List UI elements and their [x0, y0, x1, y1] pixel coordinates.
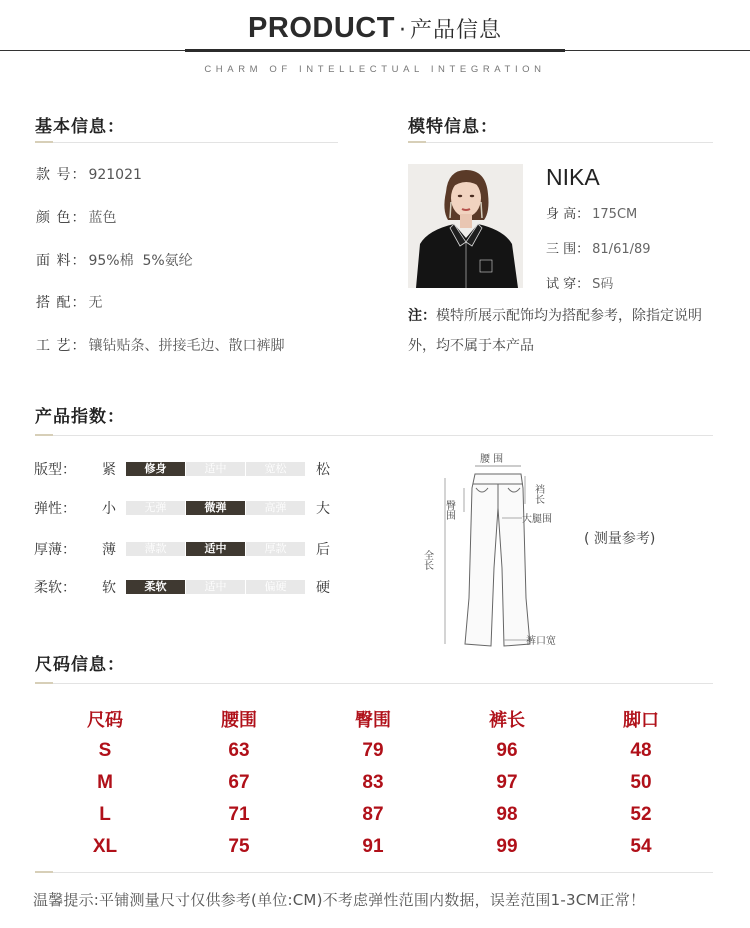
index-option: 高弹: [246, 501, 305, 515]
size-tip: 温馨提示:平铺测量尺寸仅供参考(单位:CM)不考虑弹性范围内数据，误差范围1-3CM正常！: [33, 891, 646, 909]
size-table-row: [38, 799, 708, 831]
size-table-row: [38, 767, 708, 799]
model-row-height: [546, 203, 637, 222]
diagram-label-waist: 腰 围: [480, 454, 504, 465]
size-table-header-cell: 裤长: [489, 710, 525, 731]
size-table-cell: 83: [362, 772, 384, 793]
model-note: [408, 301, 718, 361]
index-row: [34, 578, 330, 596]
size-table-cell: XL: [92, 836, 118, 857]
model-row-measurements: [546, 238, 651, 257]
diagram-label-rise: 裆长: [532, 484, 544, 504]
model-info-divider: [408, 142, 713, 143]
index-scale: [126, 501, 305, 515]
header-rule-accent: [185, 49, 565, 52]
info-row-fabric: [36, 250, 193, 270]
product-index-title: 产品指数：: [35, 407, 125, 427]
index-label: 弹性：: [34, 501, 76, 517]
index-option-selected: 微弹: [186, 501, 245, 515]
product-index-divider: [35, 435, 713, 436]
size-table-header-cell: 脚口: [623, 710, 659, 731]
size-table-cell: 91: [362, 836, 384, 857]
tip-accent: [35, 871, 53, 873]
info-row-color: [36, 207, 116, 227]
size-table-cell: 75: [228, 836, 250, 857]
note-text: 模特所展示配饰均为搭配参考，除指定说明外，均不属于本产品: [408, 308, 702, 354]
info-value: 镶钻贴条、拼接毛边、散口裤脚: [88, 338, 285, 354]
index-option-selected: 适中: [186, 542, 245, 556]
header-subtitle: CHARM OF INTELLECTUAL INTEGRATION: [204, 64, 546, 75]
basic-info-accent: [35, 141, 53, 143]
model-value: S码: [592, 277, 614, 292]
index-low-label: 薄: [102, 542, 116, 558]
model-info-accent: [408, 141, 426, 143]
size-table-header-cell: 臀围: [355, 710, 391, 731]
size-table-header: [38, 703, 708, 735]
size-table-header-cell: 腰围: [221, 710, 257, 731]
header-title-en: PRODUCT: [248, 12, 395, 44]
index-low-label: 软: [102, 580, 116, 596]
index-option: 适中: [186, 580, 245, 594]
size-table-cell: L: [99, 804, 111, 825]
model-value: 175CM: [592, 207, 638, 222]
diagram-label-length: 全长: [421, 550, 433, 570]
model-value: 81/61/89: [592, 242, 651, 257]
note-label: 注：: [408, 308, 436, 324]
size-info-accent: [35, 682, 53, 684]
index-label: 柔软：: [34, 580, 76, 596]
model-label: 身 高：: [546, 207, 590, 222]
model-photo: [408, 164, 523, 288]
header-title-cn: 产品信息: [409, 18, 502, 43]
basic-info-title: 基本信息：: [35, 117, 125, 137]
size-table-cell: 48: [630, 740, 652, 761]
index-row: [34, 540, 330, 558]
index-label: 版型：: [34, 462, 76, 478]
size-table: [38, 703, 708, 863]
pants-diagram-icon: [418, 448, 598, 660]
index-option: 适中: [186, 462, 245, 476]
model-row-fitting: [546, 273, 613, 292]
model-label: 三 围：: [546, 242, 590, 257]
info-row-craft: [36, 335, 284, 355]
product-index-accent: [35, 434, 53, 436]
size-table-cell: S: [98, 740, 112, 761]
model-name: NIKA: [546, 164, 600, 190]
info-label: 颜 色：: [36, 210, 87, 226]
index-scale: [126, 462, 305, 476]
info-label: 工 艺：: [36, 338, 87, 354]
index-option: 薄款: [126, 542, 185, 556]
size-table-cell: 71: [228, 804, 250, 825]
index-low-label: 小: [102, 501, 116, 517]
index-option: 无弹: [126, 501, 185, 515]
size-table-cell: 96: [496, 740, 518, 761]
index-label: 厚薄：: [34, 542, 76, 558]
index-low-label: 紧: [102, 462, 116, 478]
index-option-selected: 修身: [126, 462, 185, 476]
index-option-selected: 柔软: [126, 580, 185, 594]
size-table-cell: 99: [496, 836, 518, 857]
index-scale: [126, 580, 305, 594]
index-high-label: 后: [316, 542, 330, 558]
info-value: 95%棉 5%氨纶: [88, 253, 193, 269]
info-value: 无: [88, 295, 103, 311]
size-table-cell: 98: [496, 804, 518, 825]
page-header: [0, 0, 750, 90]
size-table-cell: M: [97, 772, 113, 793]
diagram-label-hip: 臀围: [443, 500, 455, 520]
info-value: 蓝色: [88, 210, 117, 226]
info-value: 921021: [88, 167, 142, 183]
diagram-label-hem: 裤口宽: [526, 636, 556, 647]
info-label: 面 料：: [36, 253, 87, 269]
index-scale: [126, 542, 305, 556]
info-label: 搭 配：: [36, 295, 87, 311]
model-info-title: 模特信息：: [408, 117, 498, 137]
model-label: 试 穿：: [546, 277, 590, 292]
model-photo-illustration: [408, 164, 523, 288]
size-table-cell: 79: [362, 740, 384, 761]
diagram-label-thigh: 大腿围: [522, 514, 552, 525]
index-option: 宽松: [246, 462, 305, 476]
measurement-diagram: [418, 448, 598, 660]
info-row-style-no: [36, 164, 142, 184]
info-row-matching: [36, 292, 102, 312]
index-option: 偏硬: [246, 580, 305, 594]
size-table-row: [38, 831, 708, 863]
index-high-label: 硬: [316, 580, 330, 596]
header-dot: ·: [398, 18, 406, 43]
size-table-cell: 50: [630, 772, 652, 793]
tip-divider: [35, 872, 713, 873]
size-table-cell: 63: [228, 740, 250, 761]
size-table-cell: 97: [496, 772, 518, 793]
index-row: [34, 499, 330, 517]
size-table-cell: 54: [630, 836, 652, 857]
size-info-divider: [35, 683, 713, 684]
info-label: 款 号：: [36, 167, 87, 183]
size-table-cell: 52: [630, 804, 652, 825]
index-high-label: 大: [316, 501, 330, 517]
size-table-cell: 67: [228, 772, 250, 793]
size-info-title: 尺码信息：: [35, 655, 125, 675]
size-table-cell: 87: [362, 804, 384, 825]
index-high-label: 松: [316, 462, 330, 478]
basic-info-divider: [35, 142, 338, 143]
measure-reference: ( 测量参考): [584, 531, 656, 547]
index-option: 厚款: [246, 542, 305, 556]
header-title: [0, 12, 750, 45]
size-table-row: [38, 735, 708, 767]
size-table-header-cell: 尺码: [87, 710, 123, 731]
index-row: [34, 460, 330, 478]
